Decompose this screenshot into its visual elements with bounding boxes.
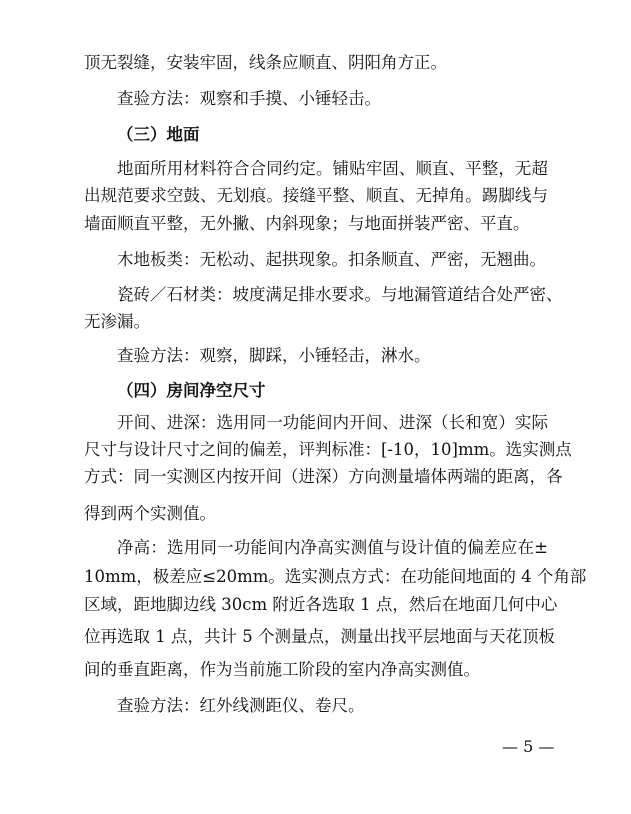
paragraph-line: 木地板类：无松动、起拱现象。扣条顺直、严密，无翘曲。 [117, 250, 546, 269]
paragraph-line: 无渗漏。 [84, 312, 150, 331]
paragraph-line: 区域，距地脚边线 30cm 附近各选取 1 点，然后在地面几何中心 [84, 595, 558, 614]
paragraph-line: 方式：同一实测区内按开间（进深）方向测量墙体两端的距离，各 [84, 467, 563, 486]
paragraph-line: 地面所用材料符合合同约定。铺贴牢固、顺直、平整，无超 [117, 159, 548, 178]
inspection-method-line: 查验方法：观察和手摸、小锤轻击。 [117, 89, 381, 108]
paragraph-line: 瓷砖／石材类：坡度满足排水要求。与地漏管道结合处严密、 [117, 285, 563, 304]
page-number: — 5 — [502, 737, 555, 756]
paragraph-line: 得到两个实测值。 [84, 504, 216, 523]
paragraph-line: 顶无裂缝，安装牢固，线条应顺直、阴阳角方正。 [84, 53, 447, 72]
paragraph-line: 10mm，极差应≤20mm。选实测点方式：在功能间地面的 4 个角部 [84, 567, 587, 586]
paragraph-line: 间的垂直距离，作为当前施工阶段的室内净高实测值。 [84, 660, 480, 679]
paragraph-line: 出规范要求空鼓、无划痕。接缝平整、顺直、无掉角。踢脚线与 [84, 186, 548, 205]
paragraph-line: 净高：选用同一功能间内净高实测值与设计值的偏差应在± [117, 538, 548, 557]
paragraph-line: 尺寸与设计尺寸之间的偏差，评判标准：[-10，10]mm。选实测点 [84, 440, 572, 459]
inspection-method-line: 查验方法：观察，脚踩，小锤轻击，淋水。 [117, 346, 431, 365]
paragraph-line: 开间、进深：选用同一功能间内开间、进深（长和宽）实际 [117, 413, 548, 432]
paragraph-line: 墙面顺直平整，无外撇、内斜现象；与地面拼装严密、平直。 [84, 214, 530, 233]
inspection-method-line: 查验方法：红外线测距仪、卷尺。 [117, 696, 365, 715]
section-heading-room-clearance: （四）房间净空尺寸 [117, 381, 266, 400]
section-heading-floor: （三）地面 [117, 125, 200, 144]
paragraph-line: 位再选取 1 点，共计 5 个测量点，测量出找平层地面与天花顶板 [84, 627, 555, 646]
